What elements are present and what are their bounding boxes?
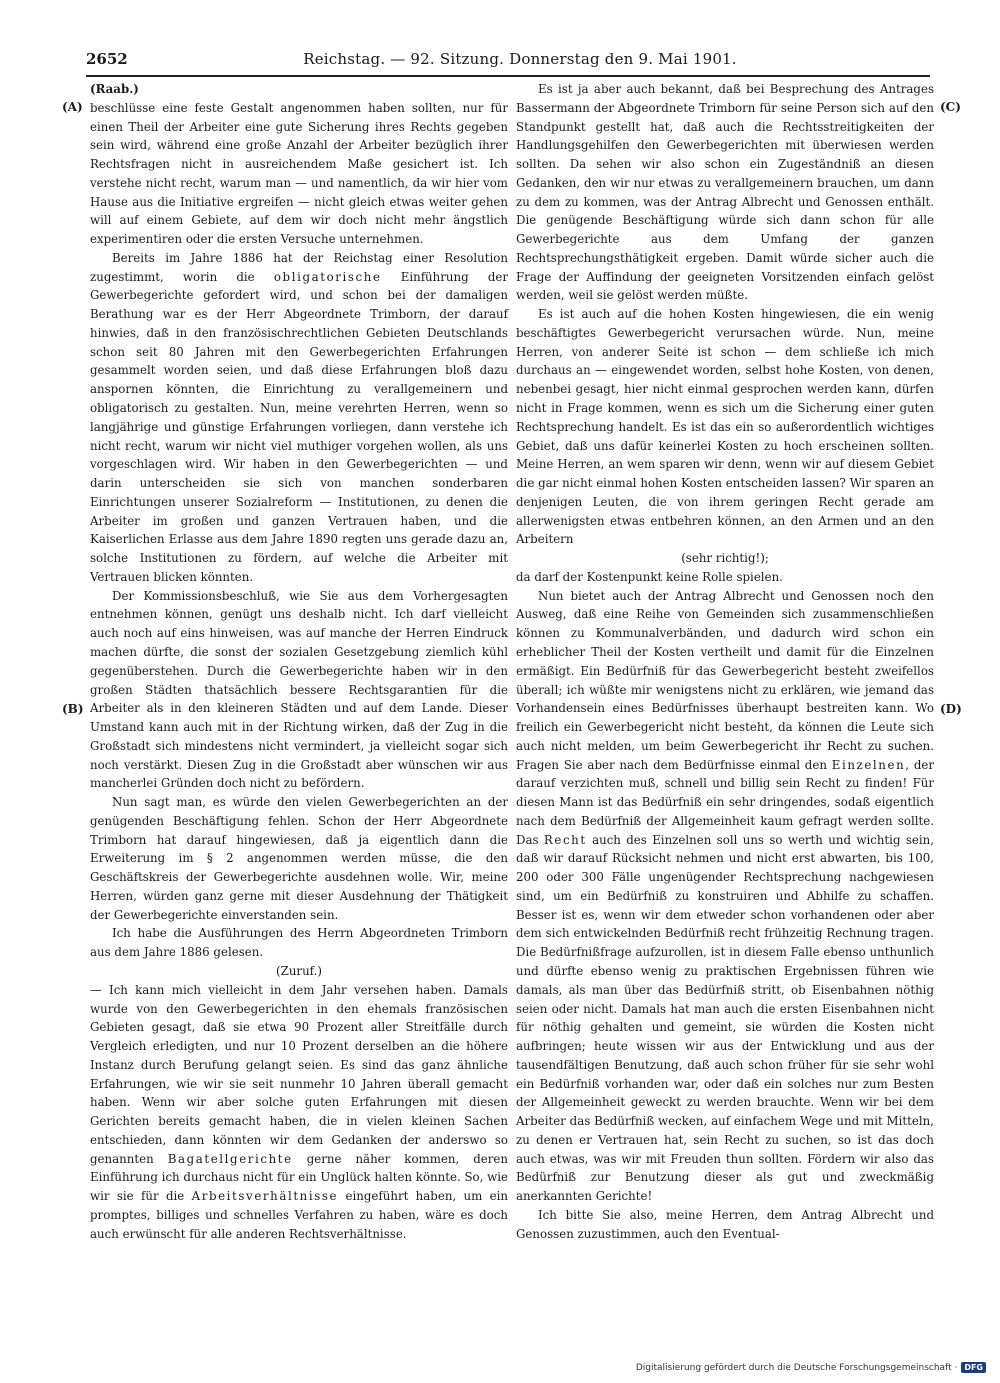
- margin-marker-d: (D): [940, 702, 962, 716]
- paragraph: [90, 981, 508, 1244]
- speaker-name: (Raab.): [90, 82, 139, 96]
- footer-credit: Digitalisierung gefördert durch die Deutsche Forschungsgemeinschaft ·: [635, 1362, 958, 1373]
- text-run: Einführung der Gewerbegerichte gefordert wird, und schon bei der damaligen Berathung war es der Herr Abgeordnete Trimborn, der darauf hinwies, daß in den französischrechtlichen Gebieten Deutschlands schon seit 80 Jahren mit den Gewerbegerichten Erfahrungen gesammelt worden seien, und daß diese Erfahrungen bloß dazu anspornen könnten, die Einrichtung zu verallgemeinern und obligatorisch zu gestalten. Nun, meine verehrten Herren, wenn so langjährige und günstige Erfahrungen vorliegen, dann verstehe ich nicht recht, warum wir nicht viel muthiger vorgehen wollen, als uns vorgeschlagen wird. Wir haben in den Gewerbegerichten — und darin unterscheiden sie sich von manchen sonderbaren Einrichtungen unserer Sozialreform — Institutionen, zu denen die Arbeiter im großen und ganzen Vertrauen haben, und die Kaiserlichen Erlasse aus dem Jahre 1890 regten uns gerade dazu an, solche Institutionen zu fördern, auf welche die Arbeiter mit Vertrauen blicken könnten.: [90, 269, 508, 584]
- paragraph: Es ist ja aber auch bekannt, daß bei Besprechung des Antrages Bassermann der Abgeordnete Trimborn für seine Person sich auf den Standpunkt gestellt hat, daß auch die Rechtsstreitigkeiten der Handlungsgehilfen den Gewerbegerichten mit überwiesen werden sollten. Da sehen wir also schon ein Zugeständniß an diesen Gedanken, den wir nur etwas zu verallgemeinern brauchen, um dann zu dem zu kommen, was der Antrag Albrecht und Genossen enthält. Die genügende Beschäftigung würde sich dann schon für alle Gewerbegerichte aus dem Umfang der ganzen Rechtsprechungsthätigkeit ergeben. Damit würde sicher auch die Frage der Auffindung der geeigneten Vorsitzenden einfach gelöst werden, weil sie gelöst werden müßte.: [516, 82, 934, 303]
- text-run: auch des Einzelnen soll uns so werth und wichtig sein, daß wir darauf Rücksicht nehmen und nicht erst abwarten, bis 100, 200 oder 300 Fälle ungenügender Rechtsprechung nachgewiesen sind, um ein Bedürfniß zu konstruiren und Abhilfe zu schaffen. Besser ist es, wenn wir dem etweder schon vorhandenen oder aber dem sich entwickelnden Bedürfniß recht frühzeitig Rechnung tragen. Die Bedürfnißfrage aufzurollen, ist in diesem Falle ebenso unthunlich und dürfte ebenso wenig zu praktischen Ergebnissen führen wie damals, als man über das Bedürfniß stritt, ob Eisenbahnen nöthig seien oder nicht. Damals hat man auch die ersten Eisenbahnen nicht für nöthig gehalten und gemeint, sie würden die Kosten nicht aufbringen; heute wissen wir aus der Entwicklung und aus der tausendfältigen Benutzung, daß auch schon früher für sie sehr wohl ein Bedürfniß vorhanden war, oder daß ein solches nur zum Besten der Allgemeinheit geweckt zu werden brauchte. Wenn wir bei dem Arbeiter das Bedürfniß wecken, auf einfachem Wege und mit Mitteln, zu denen er Vertrauen hat, sein Recht zu suchen, so ist das doch auch etwas, was wir mit Freuden thun sollten. Fördern wir also das Bedürfniß zur Benutzung dieser als gut und zweckmäßig anerkannten Gerichte!: [516, 832, 934, 1204]
- paragraph: Es ist auch auf die hohen Kosten hingewiesen, die ein wenig beschäftigtes Gewerbegericht verursachen würde. Nun, meine Herren, von anderer Seite ist schon — dem schließe ich mich durchaus an — eingewendet worden, selbst hohe Kosten, von denen, nebenbei gesagt, hier nicht einmal gesprochen werden kann, dürfen nicht in Frage kommen, wenn es sich um die Sicherung einer guten Rechtsprechung handelt. Es ist das ein so außerordentlich wichtiges Gebiet, daß uns dafür keinerlei Kosten zu hoch erscheinen sollten. Meine Herren, an wem sparen wir denn, wenn wir auf diesem Gebiet die gar nicht einmal hohen Kosten entscheiden lassen? Wir sparen an denjenigen Leuten, die von ihrem geringen Recht gerade am allerwenigsten etwas entbehren können, an den Armen und an den Arbeitern: [516, 307, 934, 547]
- interjection: (Zuruf.): [276, 963, 322, 978]
- paragraph: [516, 587, 934, 1206]
- paragraph: da darf der Kostenpunkt keine Rolle spielen.: [516, 569, 783, 584]
- spaced-emphasis: Bagatellgerichte: [167, 1151, 293, 1166]
- text-run: Bereits im Jahre 1886 hat der Reichstag einer Resolution zugestimmt, worin die: [90, 250, 508, 284]
- right-column: [516, 80, 934, 1328]
- margin-marker-b: (B): [62, 702, 84, 716]
- spaced-emphasis: obligatorische: [273, 269, 382, 284]
- text-run: , der darauf verzichten muß, schnell und billig sein Recht zu finden! Für diesen Mann ist das Bedürfniß ein sehr dringendes, sodaß eigentlich nach dem Bedürfniß der Allgemeinheit kaum gefragt werden sollte. Das: [516, 757, 934, 847]
- spaced-emphasis: Einzelnen: [831, 757, 906, 772]
- paragraph: Ich habe die Ausführungen des Herrn Abgeordneten Trimborn aus dem Jahre 1886 gelesen.: [90, 926, 508, 960]
- paragraph: Der Kommissionsbeschluß, wie Sie aus dem Vorhergesagten entnehmen können, genügt uns deshalb nicht. Ich darf vielleicht auch noch auf eins hinweisen, was auf manche der Herren Eindruck machen dürfte, die sonst der sozialen Gesetzgebung ziemlich kühl gegenüberstehen. Durch die Gewerbegerichte haben wir in den großen Städten thatsächlich bessere Rechtsgarantien für die Arbeiter als in den kleineren Städten und auf dem Lande. Dieser Umstand kann auch mit in der Richtung wirken, daß der Zug in die Großstadt sich mindestens nicht vermindert, ja vielleicht sogar sich noch verstärkt. Diesen Zug in die Großstadt aber wünschen wir aus mancherlei Gründen doch nicht zu befördern.: [90, 588, 508, 791]
- text-run: gerne näher kommen, deren Einführung ich durchaus nicht für ein Unglück halten könnte. So, wie wir sie für die: [90, 1151, 509, 1204]
- margin-marker-c: (C): [940, 100, 961, 114]
- paragraph: beschlüsse eine feste Gestalt angenommen haben sollten, nur für einen Theil der Arbeiter eine gute Sicherung ihres Rechts gegeben sein wird, während eine große Anzahl der Arbeiter bezüglich ihrer Rechtsfragen nicht in ausreichendem Maße gesichert ist. Ich verstehe nicht recht, warum man — und namentlich, da wir hier vom Hause aus die Initiative ergreifen — nicht gleich etwas weiter gehen will auf einem Gebiete, auf dem wir doch nicht mehr ängstlich experimentiren oder die ersten Versuche unternehmen.: [90, 100, 508, 247]
- spaced-emphasis: Recht: [543, 832, 587, 847]
- left-column: [90, 80, 508, 1328]
- page-number: 2652: [86, 50, 128, 68]
- footer: [636, 1362, 986, 1373]
- interjection: (sehr richtig!);: [681, 551, 769, 566]
- header-rule: [86, 75, 930, 77]
- text-run: — Ich kann mich vielleicht in dem Jahr versehen haben. Damals wurde von den Gewerbegerichten in den ehemals französischen Gebieten gesagt, daß sie etwa 90 Prozent aller Streitfälle durch Vergleich erledigten, und nur 10 Prozent derselben an die höhere Instanz durch Berufung gelangt seien. Es sind das ganz ähnliche Erfahrungen, wie wir sie seit nunmehr 10 Jahren überall gemacht haben. Wenn wir aber solche guten Erfahrungen mit diesen Gerichten bereits gemacht haben, die in vielen kleinen Sachen entschieden, dann könnten wir dem Gedanken der anderswo so genannten: [90, 982, 508, 1166]
- dfg-logo-icon: DFG: [961, 1362, 986, 1373]
- text-run: Nun bietet auch der Antrag Albrecht und Genossen noch den Ausweg, daß eine Reihe von Gemeinden sich zusammenschließen können zu Kommunalverbänden, und dadurch wird schon ein erheblicher Theil der Kosten vertheilt und damit für die Einzelnen ermäßigt. Ein Bedürfniß für das Gewerbegericht besteht zweifellos überall; ich wüßte mir wenigstens nicht zu erklären, wie jemand das Vorhandensein eines Bedürfnisses überhaupt bestreiten kann. Wo freilich ein Gewerbegericht nicht besteht, da können die Leute sich auch nicht melden, um beim Gewerbegericht ihr Recht zu suchen. Fragen Sie aber nach dem Bedürfnisse einmal den: [516, 588, 934, 772]
- text-run: eingeführt haben, um ein promptes, billiges und schnelles Verfahren zu haben, wäre es doch auch erwünscht für alle anderen Rechtsverhältnisse.: [90, 1189, 508, 1241]
- margin-marker-a: (A): [62, 100, 83, 114]
- paragraph: [90, 249, 508, 587]
- running-head: Reichstag. — 92. Sitzung. Donnerstag den 9. Mai 1901.: [303, 50, 737, 68]
- spaced-emphasis: Arbeitsverhältnisse: [191, 1189, 339, 1204]
- paragraph: Ich bitte Sie also, meine Herren, dem Antrag Albrecht und Genossen zuzustimmen, auch den Eventual-: [516, 1207, 934, 1241]
- paragraph: Nun sagt man, es würde den vielen Gewerbegerichten an der genügenden Beschäftigung fehlen. Schon der Herr Abgeordnete Trimborn hat darauf hingewiesen, daß ja eigentlich dann die Erweiterung im § 2 angenommen werden müsse, die den Geschäftskreis der Gewerbegerichte ausdehnen wolle. Wir, meine Herren, würden ganz gerne mit dieser Ausdehnung der Thätigkeit der Gewerbegerichte einverstanden sein.: [90, 795, 508, 922]
